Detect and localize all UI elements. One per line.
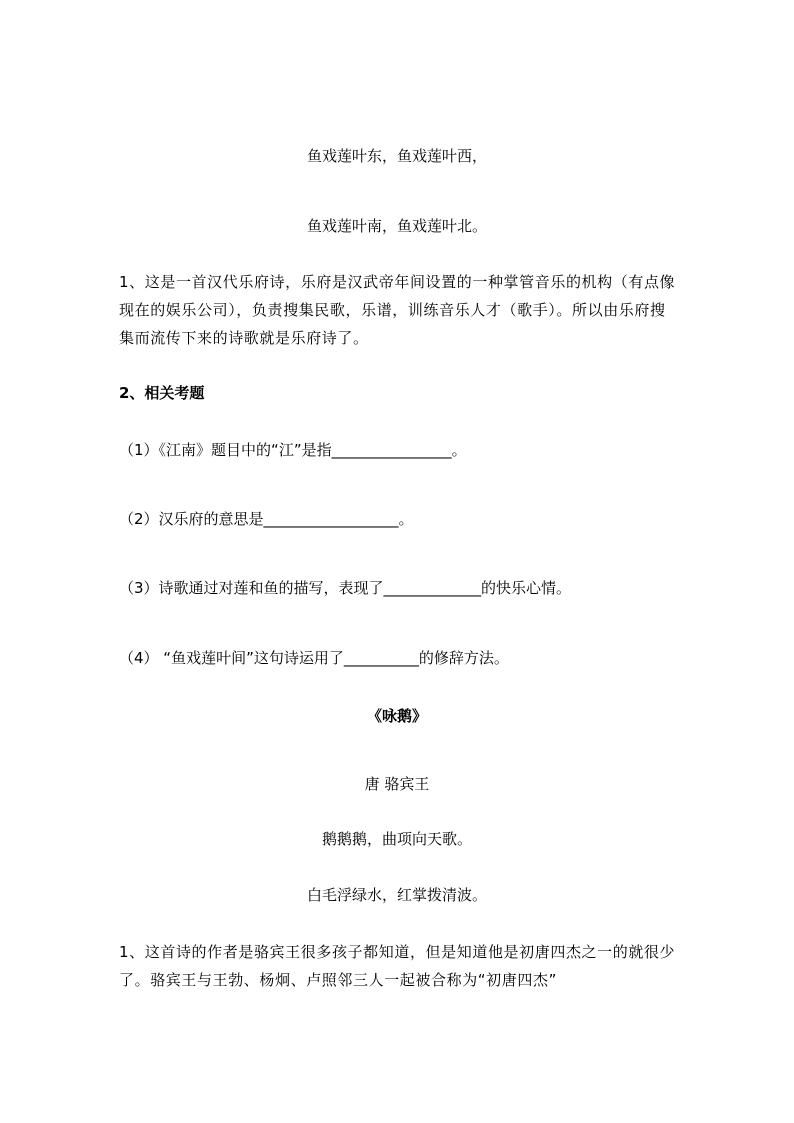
- poem1-line-3: 鱼戏莲叶东，鱼戏莲叶西，: [306, 147, 487, 165]
- question-4: （4） “鱼戏莲叶间”这句诗运用了__________的修辞方法。: [119, 649, 509, 667]
- note-paragraph-1: 1、这是一首汉代乐府诗，乐府是汉武帝年间设置的一种掌管音乐的机构（有点像现在的娱乐公司），负责搜集民歌，乐谱，训练音乐人才（歌手）。所以由乐府搜集而流传下来的诗歌就是乐府诗了。: [119, 273, 676, 347]
- section-heading-exam-questions: 2、相关考题: [119, 384, 205, 402]
- question-2: （2）汉乐府的意思是__________________。: [119, 510, 414, 528]
- poem2-author: 唐 骆宾王: [364, 775, 430, 793]
- question-3: （3）诗歌通过对莲和鱼的描写，表现了_____________的快乐心情。: [119, 579, 572, 597]
- poem2-title: 《咏鹅》: [366, 707, 427, 725]
- question-1: （1）《江南》题目中的“江”是指________________。: [119, 441, 467, 459]
- note-paragraph-2: 1、这首诗的作者是骆宾王很多孩子都知道，但是知道他是初唐四杰之一的就很少了。骆宾王与王勃、杨炯、卢照邻三人一起被合称为“初唐四杰”: [119, 943, 676, 989]
- poem1-line-4: 鱼戏莲叶南，鱼戏莲叶北。: [306, 217, 487, 235]
- poem2-line-2: 白毛浮绿水，红掌拨清波。: [306, 886, 487, 904]
- poem2-line-1: 鹅鹅鹅，曲项向天歌。: [321, 830, 472, 848]
